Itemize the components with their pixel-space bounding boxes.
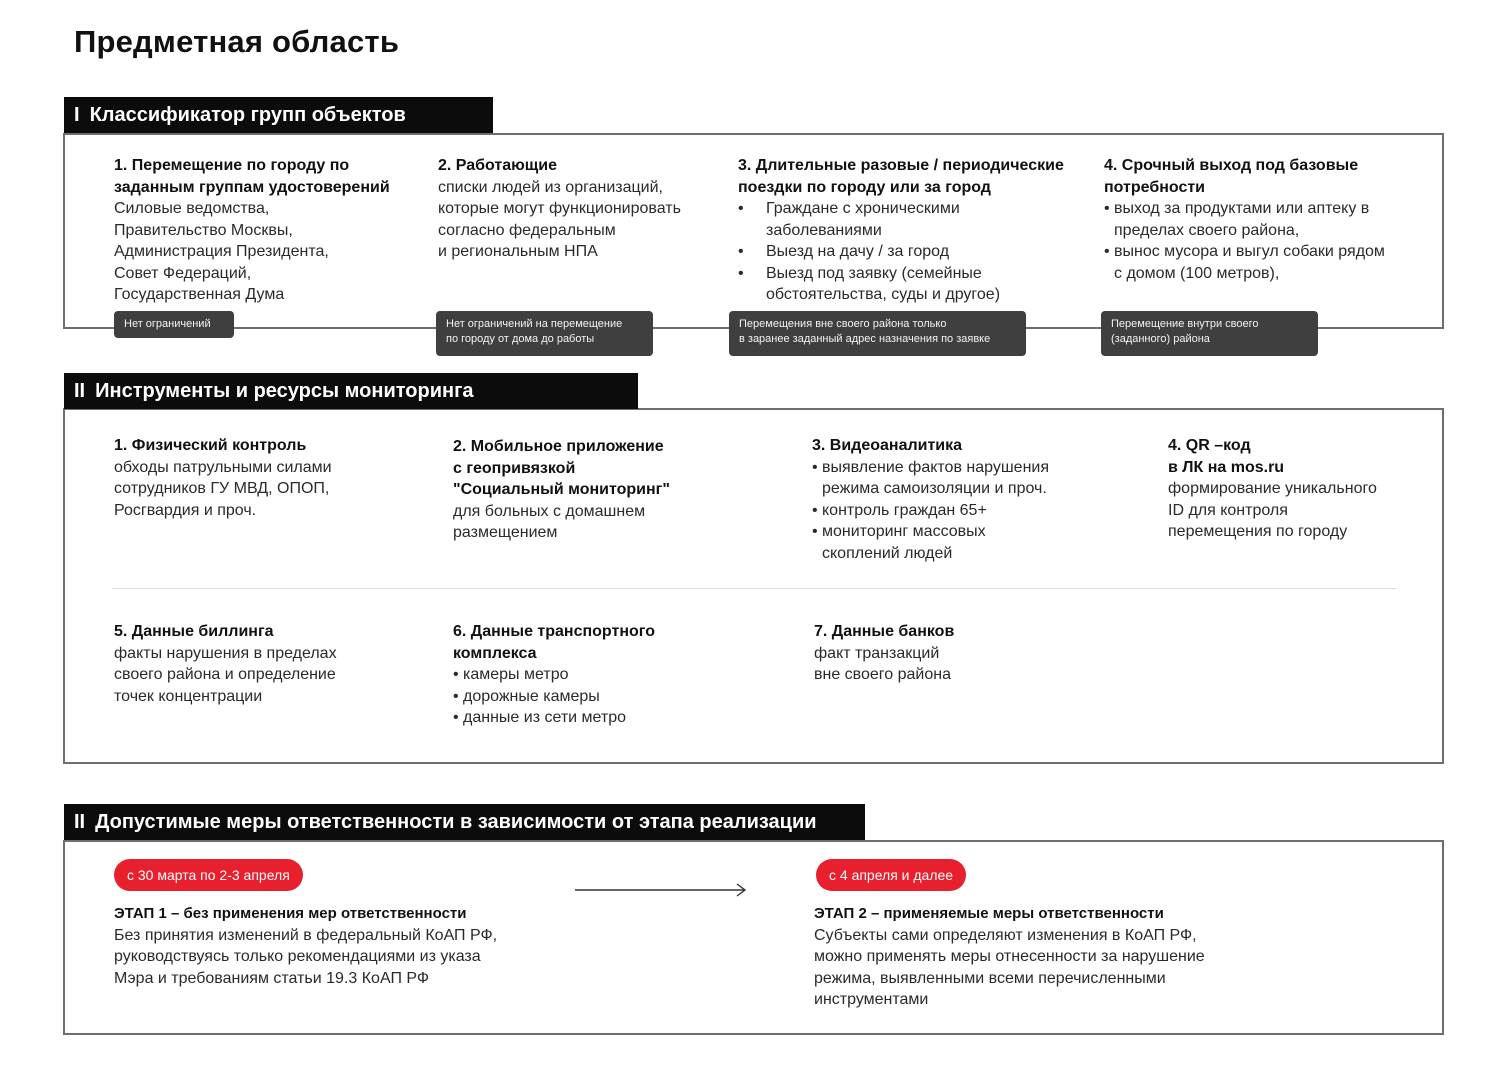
list-item: • камеры метро — [453, 664, 753, 686]
stage-title: ЭТАП 1 – без применения мер ответственности — [114, 905, 467, 922]
section-monitoring-header — [64, 373, 638, 409]
item-title: заданным группам удостоверений — [114, 178, 390, 196]
item-title: потребности — [1104, 178, 1206, 196]
restriction-tag-4: Перемещение внутри своего (заданного) района — [1101, 311, 1318, 356]
item-title: поездки по городу или за город — [738, 178, 991, 196]
item-text: ID для контроля — [1168, 501, 1288, 519]
item-text: Силовые ведомства, — [114, 200, 270, 217]
stage-text: режима, выявленными всеми перечисленными — [814, 969, 1166, 987]
item-text: списки людей из организаций, — [438, 178, 663, 196]
stage-1 — [114, 903, 554, 989]
item-title: 6. Данные транспортного — [453, 623, 655, 640]
stage-title: ЭТАП 2 – применяемые меры ответственности — [814, 905, 1164, 922]
item-title: 3. Видеоаналитика — [812, 437, 963, 454]
item-title: в ЛК на mos.ru — [1168, 458, 1285, 476]
item-title: 2. Мобильное приложение — [453, 438, 664, 455]
item-title: с геопривязкой — [453, 459, 576, 477]
restriction-tag-2: Нет ограничений на перемещение по городу от дома до работы — [436, 311, 653, 356]
section-title: Классификатор групп объектов — [89, 104, 406, 126]
item-title: комплекса — [453, 644, 537, 662]
stage-text: Субъекты сами определяют изменения в КоАП РФ, — [814, 926, 1197, 944]
item-title: 7. Данные банков — [814, 623, 955, 640]
item-text: факты нарушения в пределах — [114, 644, 337, 662]
item-title: "Социальный мониторинг" — [453, 481, 670, 498]
item-text: и региональным НПА — [438, 243, 598, 260]
item-title: 2. Работающие — [438, 157, 558, 174]
stage-text: Мэра и требованиям статьи 19.3 КоАП РФ — [114, 969, 430, 987]
restriction-tag-3: Перемещения вне своего района только в заранее заданный адрес назначения по заявке — [729, 311, 1026, 356]
page-title: Предметная область — [74, 24, 400, 59]
classifier-item-2 — [438, 155, 728, 263]
stage-2-date-badge: с 4 апреля и далее — [816, 859, 966, 891]
section-title: Инструменты и ресурсы мониторинга — [95, 380, 474, 402]
item-text: Правительство Москвы, — [114, 221, 293, 239]
item-title: 5. Данные биллинга — [114, 623, 274, 640]
list-item: • выход за продуктами или аптеку в пределах своего района, — [1104, 198, 1424, 241]
list-item: • Выезд под заявку (семейные обстоятельства, суды и другое) — [738, 263, 1088, 306]
section-measures-header — [64, 804, 865, 840]
item-title: 4. QR –код — [1168, 437, 1251, 454]
monitoring-item-4 — [1168, 435, 1428, 543]
item-text: факт транзакций — [814, 644, 940, 662]
monitoring-item-2 — [453, 436, 753, 544]
list-item: • дорожные камеры — [453, 686, 753, 708]
item-text: формирование уникального — [1168, 480, 1377, 497]
section-number: II — [74, 811, 86, 833]
stage-2 — [814, 903, 1264, 1011]
item-title: 4. Срочный выход под базовые — [1104, 157, 1359, 174]
item-text: Росгвардия и проч. — [114, 501, 257, 519]
monitoring-item-3 — [812, 435, 1112, 564]
stage-1-date-badge: с 30 марта по 2-3 апреля — [114, 859, 303, 891]
list-item: • мониторинг массовых скоплений людей — [812, 521, 1112, 564]
item-text: для больных с домашнем — [453, 502, 646, 520]
monitoring-item-5 — [114, 621, 414, 707]
item-text: которые могут функционировать — [438, 200, 681, 217]
item-text: своего района и определение — [114, 666, 336, 683]
item-text: перемещения по городу — [1168, 523, 1348, 540]
stage-text: Без принятия изменений в федеральный КоАП РФ, — [114, 926, 498, 944]
item-text: сотрудников ГУ МВД, ОПОП, — [114, 480, 330, 497]
stage-text: инструментами — [814, 991, 929, 1008]
arrow-right-icon — [575, 882, 750, 898]
item-text: Совет Федераций, — [114, 264, 252, 282]
item-text: размещением — [453, 524, 558, 541]
item-text: Государственная Дума — [114, 286, 285, 303]
list-item: • выявление фактов нарушения режима самоизоляции и проч. — [812, 457, 1112, 500]
section-title: Допустимые меры ответственности в зависимости от этапа реализации — [95, 811, 817, 833]
monitoring-item-7 — [814, 621, 1114, 686]
section-number: I — [74, 104, 80, 126]
item-text: обходы патрульными силами — [114, 458, 332, 476]
divider — [112, 588, 1396, 589]
classifier-item-1 — [114, 155, 414, 306]
section-number: II — [74, 380, 86, 402]
item-text: точек концентрации — [114, 687, 263, 705]
list-item: • данные из сети метро — [453, 707, 753, 729]
monitoring-item-1 — [114, 435, 414, 521]
monitoring-item-6 — [453, 621, 753, 729]
stage-text: руководствуясь только рекомендациями из указа — [114, 948, 481, 965]
stage-text: можно применять меры отнесенности за нарушение — [814, 948, 1205, 965]
item-title: 1. Перемещение по городу по — [114, 157, 350, 174]
restriction-tag-1: Нет ограничений — [114, 311, 234, 338]
item-text: Администрация Президента, — [114, 243, 329, 260]
list-item: • Выезд на дачу / за город — [738, 241, 1088, 263]
section-classifier-header — [64, 97, 493, 133]
list-item: • Граждане с хроническими заболеваниями — [738, 198, 1088, 241]
list-item: • вынос мусора и выгул собаки рядом с домом (100 метров), — [1104, 241, 1424, 284]
list-item: • контроль граждан 65+ — [812, 500, 1112, 522]
item-title: 1. Физический контроль — [114, 437, 307, 454]
item-text: согласно федеральным — [438, 221, 616, 239]
item-title: 3. Длительные разовые / периодические — [738, 157, 1064, 174]
item-text: вне своего района — [814, 666, 951, 683]
classifier-item-3 — [738, 155, 1088, 306]
classifier-item-4 — [1104, 155, 1424, 284]
